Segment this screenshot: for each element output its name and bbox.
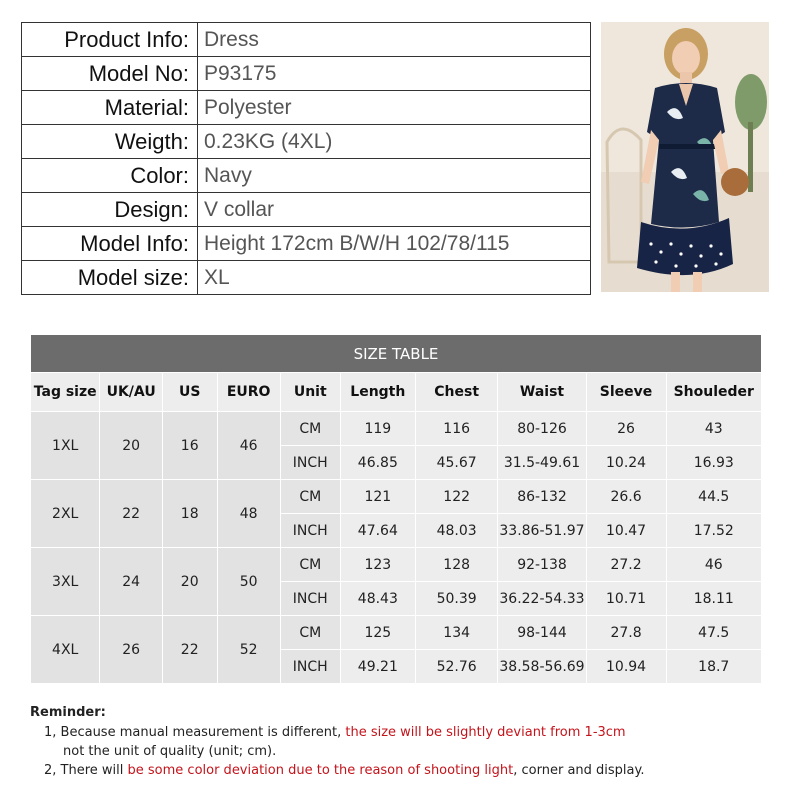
- col-header-waist: Waist: [498, 373, 586, 412]
- reminder-line-1: [30, 723, 770, 742]
- unit-cell: CM: [280, 412, 340, 446]
- tag-size-cell: 2XL: [31, 480, 100, 548]
- shoulder-cell: 17.52: [666, 514, 762, 548]
- chest-cell: 45.67: [415, 446, 497, 480]
- tag-size-cell: 3XL: [31, 548, 100, 616]
- length-cell: 48.43: [340, 582, 415, 616]
- size-table-header-row: [31, 373, 762, 412]
- reminder-highlight: the size will be slightly deviant from 1-3cm: [345, 725, 626, 740]
- sleeve-cell: 10.24: [586, 446, 666, 480]
- info-value: P93175: [198, 57, 591, 91]
- info-row: [22, 57, 591, 91]
- info-value: V collar: [198, 193, 591, 227]
- length-cell: 123: [340, 548, 415, 582]
- unit-cell: CM: [280, 616, 340, 650]
- chest-cell: 116: [415, 412, 497, 446]
- waist-cell: 36.22-54.33: [498, 582, 586, 616]
- length-cell: 46.85: [340, 446, 415, 480]
- length-cell: 47.64: [340, 514, 415, 548]
- waist-cell: 86-132: [498, 480, 586, 514]
- reminder-text: , corner and display.: [513, 763, 645, 778]
- info-label: Model No:: [22, 57, 198, 91]
- us-cell: 22: [162, 616, 217, 684]
- waist-cell: 33.86-51.97: [498, 514, 586, 548]
- euro-cell: 50: [217, 548, 280, 616]
- sleeve-cell: 10.71: [586, 582, 666, 616]
- uk-au-cell: 22: [100, 480, 162, 548]
- uk-au-cell: 24: [100, 548, 162, 616]
- waist-cell: 38.58-56.69: [498, 650, 586, 684]
- shoulder-cell: 43: [666, 412, 762, 446]
- us-cell: 20: [162, 548, 217, 616]
- euro-cell: 46: [217, 412, 280, 480]
- shoulder-cell: 46: [666, 548, 762, 582]
- unit-cell: INCH: [280, 650, 340, 684]
- reminder-highlight: be some color deviation due to the reason of shooting light: [127, 763, 514, 778]
- info-value: Polyester: [198, 91, 591, 125]
- waist-cell: 31.5-49.61: [498, 446, 586, 480]
- chest-cell: 128: [415, 548, 497, 582]
- uk-au-cell: 20: [100, 412, 162, 480]
- col-header-tag-size: Tag size: [31, 373, 100, 412]
- euro-cell: 48: [217, 480, 280, 548]
- model-photo: [601, 22, 769, 292]
- waist-cell: 98-144: [498, 616, 586, 650]
- info-value: Height 172cm B/W/H 102/78/115: [198, 227, 591, 261]
- chest-cell: 122: [415, 480, 497, 514]
- size-table: [30, 334, 762, 684]
- col-header-shoulder: Shouleder: [666, 373, 762, 412]
- size-row-cm: [31, 616, 762, 650]
- reminder-text: 2, There will: [44, 763, 128, 778]
- unit-cell: CM: [280, 480, 340, 514]
- unit-cell: CM: [280, 548, 340, 582]
- length-cell: 125: [340, 616, 415, 650]
- reminder-title: Reminder:: [30, 705, 106, 720]
- sleeve-cell: 27.2: [586, 548, 666, 582]
- col-header-us: US: [162, 373, 217, 412]
- info-label: Model Info:: [22, 227, 198, 261]
- info-value: 0.23KG (4XL): [198, 125, 591, 159]
- col-header-uk-au: UK/AU: [100, 373, 162, 412]
- sleeve-cell: 26.6: [586, 480, 666, 514]
- us-cell: 16: [162, 412, 217, 480]
- col-header-unit: Unit: [280, 373, 340, 412]
- chest-cell: 134: [415, 616, 497, 650]
- us-cell: 18: [162, 480, 217, 548]
- unit-cell: INCH: [280, 514, 340, 548]
- unit-cell: INCH: [280, 446, 340, 480]
- shoulder-cell: 16.93: [666, 446, 762, 480]
- length-cell: 121: [340, 480, 415, 514]
- reminder-line-2: [30, 761, 770, 780]
- chest-cell: 48.03: [415, 514, 497, 548]
- info-row: [22, 261, 591, 295]
- shoulder-cell: 18.11: [666, 582, 762, 616]
- model-photo-illustration: [601, 22, 769, 292]
- shoulder-cell: 47.5: [666, 616, 762, 650]
- col-header-length: Length: [340, 373, 415, 412]
- sleeve-cell: 26: [586, 412, 666, 446]
- col-header-sleeve: Sleeve: [586, 373, 666, 412]
- size-row-cm: [31, 412, 762, 446]
- size-table-title: SIZE TABLE: [31, 335, 762, 373]
- info-label: Model size:: [22, 261, 198, 295]
- euro-cell: 52: [217, 616, 280, 684]
- reminder-text: 1, Because manual measurement is different,: [44, 725, 346, 740]
- info-value: Navy: [198, 159, 591, 193]
- reminder-section: [30, 703, 770, 780]
- waist-cell: 92-138: [498, 548, 586, 582]
- sleeve-cell: 27.8: [586, 616, 666, 650]
- sleeve-cell: 10.47: [586, 514, 666, 548]
- info-row: [22, 91, 591, 125]
- uk-au-cell: 26: [100, 616, 162, 684]
- sleeve-cell: 10.94: [586, 650, 666, 684]
- info-value: Dress: [198, 23, 591, 57]
- info-label: Design:: [22, 193, 198, 227]
- info-value: XL: [198, 261, 591, 295]
- info-row: [22, 159, 591, 193]
- info-row: [22, 227, 591, 261]
- reminder-line-1-sub: not the unit of quality (unit; cm).: [63, 744, 277, 759]
- product-info-table: [21, 22, 591, 295]
- length-cell: 49.21: [340, 650, 415, 684]
- tag-size-cell: 4XL: [31, 616, 100, 684]
- shoulder-cell: 44.5: [666, 480, 762, 514]
- col-header-chest: Chest: [415, 373, 497, 412]
- size-row-cm: [31, 480, 762, 514]
- info-label: Color:: [22, 159, 198, 193]
- waist-cell: 80-126: [498, 412, 586, 446]
- col-header-euro: EURO: [217, 373, 280, 412]
- chest-cell: 52.76: [415, 650, 497, 684]
- tag-size-cell: 1XL: [31, 412, 100, 480]
- unit-cell: INCH: [280, 582, 340, 616]
- info-row: [22, 193, 591, 227]
- chest-cell: 50.39: [415, 582, 497, 616]
- info-label: Material:: [22, 91, 198, 125]
- size-row-cm: [31, 548, 762, 582]
- info-row: [22, 23, 591, 57]
- info-label: Product Info:: [22, 23, 198, 57]
- info-row: [22, 125, 591, 159]
- shoulder-cell: 18.7: [666, 650, 762, 684]
- length-cell: 119: [340, 412, 415, 446]
- info-label: Weigth:: [22, 125, 198, 159]
